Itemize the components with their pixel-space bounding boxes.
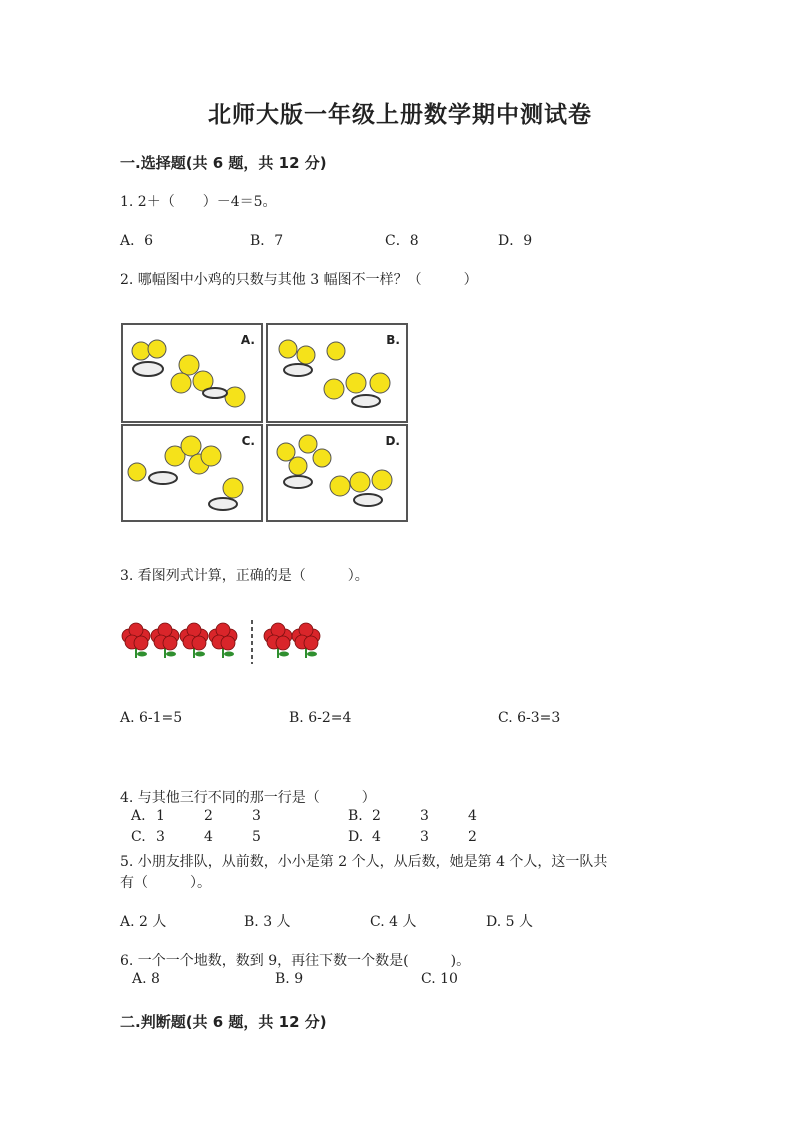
picture-label-c: C. (241, 434, 255, 448)
q6-option-a[interactable]: A. 8 (132, 971, 160, 987)
row-number: 4 (468, 808, 477, 824)
question-4-text: 4. 与其他三行不同的那一行是（ ） (120, 790, 376, 806)
q1-option-a[interactable]: A．6 (120, 233, 154, 249)
q5-option-b[interactable]: B. 3 人 (244, 914, 291, 930)
picture-label-a: A. (240, 333, 255, 347)
row-number: 2 (372, 808, 381, 824)
question-3-text: 3. 看图列式计算，正确的是（ ）。 (120, 568, 369, 584)
picture-label-b: B. (386, 333, 400, 347)
flower (122, 623, 150, 658)
chick-illustration (123, 426, 261, 520)
picture-label-d: D. (385, 434, 400, 448)
q4-row-a[interactable] (131, 808, 261, 824)
row-number: 4 (204, 829, 213, 845)
flower (151, 623, 179, 658)
q3-option-a[interactable]: A. 6-1=5 (120, 710, 183, 726)
q5-option-c[interactable]: C. 4 人 (370, 914, 417, 930)
q4-row-b[interactable] (348, 808, 477, 824)
q6-option-b[interactable]: B. 9 (275, 971, 304, 987)
flower (209, 623, 237, 658)
row-number: 3 (420, 829, 429, 845)
section-heading-choice: 一.选择题(共 6 题，共 12 分) (120, 154, 327, 172)
q1-option-d[interactable]: D．9 (498, 233, 533, 249)
section-heading-judgement: 二.判断题(共 6 题，共 12 分) (120, 1013, 327, 1031)
q4-row-d[interactable] (348, 829, 477, 845)
chick-picture-c[interactable] (121, 424, 263, 522)
q5-option-a[interactable]: A. 2 人 (120, 914, 167, 930)
question-5-line-2: 有（ ）。 (120, 875, 211, 891)
row-number: 3 (420, 808, 429, 824)
row-number: 1 (156, 808, 165, 824)
q1-option-c[interactable]: C．8 (385, 233, 419, 249)
row-number: 3 (252, 808, 261, 824)
row-number: 5 (252, 829, 261, 845)
row-label: C. (131, 829, 146, 845)
row-label: D. (348, 829, 364, 845)
row-label: B. (348, 808, 363, 824)
q6-option-c[interactable]: C. 10 (421, 971, 458, 987)
row-number: 3 (156, 829, 165, 845)
q3-option-c[interactable]: C. 6-3=3 (498, 710, 561, 726)
row-label: A. (131, 808, 146, 824)
chick-picture-a[interactable] (121, 323, 263, 423)
chick-picture-b[interactable] (266, 323, 408, 423)
flower-picture (120, 618, 330, 666)
row-number: 4 (372, 829, 381, 845)
question-6-text: 6. 一个一个地数，数到 9，再往下数一个数是( )。 (120, 953, 471, 969)
row-number: 2 (204, 808, 213, 824)
q3-option-b[interactable]: B. 6-2=4 (289, 710, 352, 726)
page-title: 北师大版一年级上册数学期中测试卷 (208, 102, 592, 128)
row-number: 2 (468, 829, 477, 845)
q5-option-d[interactable]: D. 5 人 (486, 914, 533, 930)
q4-row-c[interactable] (131, 829, 261, 845)
chick-picture-d[interactable] (266, 424, 408, 522)
question-2-text: 2. 哪幅图中小鸡的只数与其他 3 幅图不一样？（ ） (120, 272, 478, 288)
flower (292, 623, 320, 658)
flower (264, 623, 292, 658)
flower (180, 623, 208, 658)
question-5-line-1: 5. 小朋友排队，从前数，小小是第 2 个人，从后数，她是第 4 个人，这一队共 (120, 854, 608, 870)
question-1-text: 1. 2＋（ ）－4＝5。 (120, 194, 277, 210)
q1-option-b[interactable]: B．7 (250, 233, 284, 249)
